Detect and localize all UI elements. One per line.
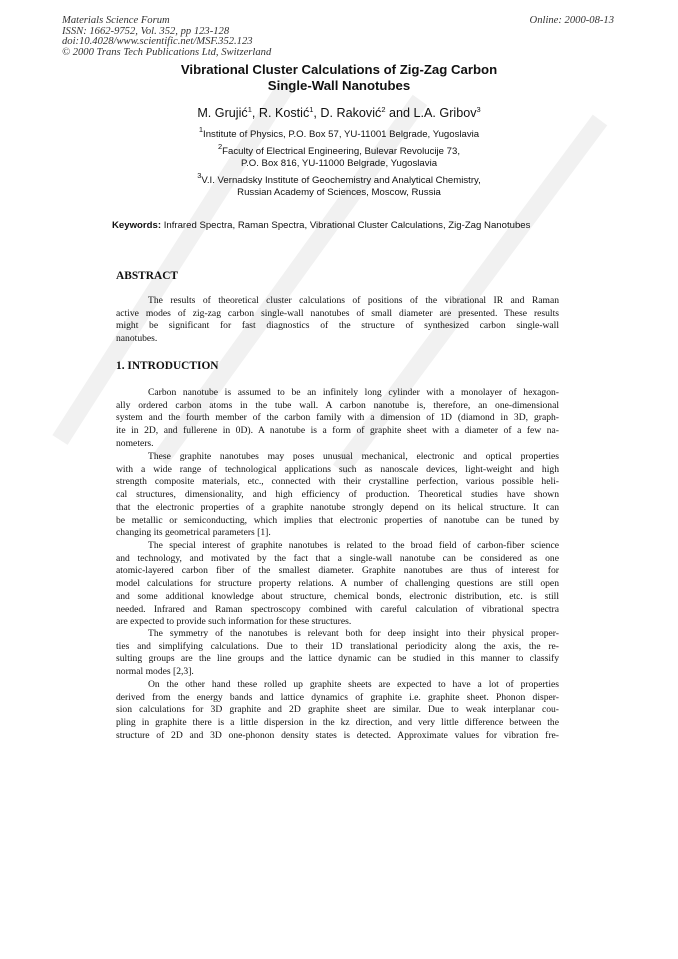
text-line: active modes of zig-zag carbon single-wall nanotubes of small diameter are presented. These results <box>116 307 559 319</box>
keywords-label: Keywords: <box>112 220 162 231</box>
online-date: Online: 2000-08-13 <box>529 15 614 26</box>
text-line: are expected to provide such information for these structures. <box>116 616 352 628</box>
affiliation-2 <box>0 142 678 170</box>
text-line: The special interest of graphite nanotubes is related to the broad field of carbon-fiber science <box>148 540 559 551</box>
text-line: normal modes [2,3]. <box>116 666 194 678</box>
text-line: might be significant for fast diagnostics of the structure of synthesized carbon single-wall <box>116 320 559 332</box>
intro-paragraph-1 <box>116 387 559 451</box>
text-line: and technology, and motivated by the fact that a single-wall nanotube can be considered as one <box>116 552 559 564</box>
affil-mark: 2 <box>217 142 223 151</box>
abstract-heading: ABSTRACT <box>116 270 179 282</box>
author: R. Kostić <box>258 106 310 120</box>
intro-paragraph-3 <box>116 540 559 629</box>
copyright-line: © 2000 Trans Tech Publications Ltd, Switzerland <box>62 46 272 58</box>
affil-line: Russian Academy of Sciences, Moscow, Russia <box>237 187 441 199</box>
intro-paragraph-4 <box>116 628 559 679</box>
affiliation-3 <box>0 171 678 199</box>
introduction-heading: 1. INTRODUCTION <box>116 360 219 372</box>
text-line: derived from the energy bands and lattice dynamics of graphite i.e. graphite sheet. Phonon disper- <box>116 691 559 703</box>
affil-mark: 1 <box>198 125 204 134</box>
intro-paragraph-5 <box>116 679 559 743</box>
text-line: be metallic or semiconducting, which implies that electronic properties of nanotube can be tuned by <box>116 514 559 526</box>
intro-paragraph-2 <box>116 451 559 540</box>
text-line: These graphite nanotubes may poses unusual mechanical, electronic and optical properties <box>148 451 559 462</box>
keywords <box>112 220 530 231</box>
text-line: sulting groups are the line groups and the lattice dynamic can be studied in this manner to classify <box>116 653 559 665</box>
text-line: model calculations for structure property relations. A number of challenging questions are still open <box>116 578 559 590</box>
author-affil-mark: 2 <box>381 105 386 114</box>
author-list <box>0 106 678 120</box>
text-line: The symmetry of the nanotubes is relevant both for deep insight into their physical proper- <box>148 628 559 639</box>
doi-line: doi:10.4028/www.scientific.net/MSF.352.123 <box>62 36 253 48</box>
author: L.A. Gribov <box>413 106 477 120</box>
text-line: ties and simplifying calculations. Due to their 1D translational periodicity along the axis, the re- <box>116 640 559 652</box>
text-line: The results of theoretical cluster calculations of positions of the vibrational IR and Raman <box>148 295 559 306</box>
author: D. Raković <box>320 106 382 120</box>
affil-line: V.I. Vernadsky Institute of Geochemistry and Analytical Chemistry, <box>201 175 481 186</box>
text-line: system and the fourth member of the carbon family with a dimension of 1D (diamond in 3D, graph- <box>116 412 559 424</box>
author-affil-mark: 1 <box>247 105 252 114</box>
affil-line: P.O. Box 816, YU-11000 Belgrade, Yugoslavia <box>240 158 438 170</box>
affil-line: Institute of Physics, P.O. Box 57, YU-11001 Belgrade, Yugoslavia <box>203 129 480 140</box>
author-affil-mark: 1 <box>309 105 314 114</box>
text-line: that the electronic properties of a graphite nanotube strongly depend on its helical structure. It can <box>116 501 559 513</box>
author-separator: and <box>385 106 414 120</box>
author: M. Grujić <box>197 106 248 120</box>
paper-title <box>0 62 678 94</box>
text-line: atomic-layered carbon fiber of the smallest diameter. Graphite nanotubes are thus of interest for <box>116 565 559 577</box>
text-line: structure of 2D and 3D one-phonon density states is detected. Approximate values for vibration fre- <box>116 729 559 741</box>
text-line: Carbon nanotube is assumed to be an infinitely long cylinder with a monolayer of hexagon- <box>148 387 559 398</box>
author-separator: , <box>313 106 321 120</box>
text-line: On the other hand these rolled up graphite sheets are expected to have a lot of properties <box>148 679 559 690</box>
text-line: ite in 2D, and fullerene in 0D). A nanotube is a form of graphite sheet with a diameter of a few na- <box>116 425 559 437</box>
text-line: nometers. <box>116 437 154 449</box>
affil-mark: 3 <box>197 171 202 180</box>
text-line: and some additional knowledge about structure, chemical bonds, electronic distribution, etc. is still <box>116 590 559 602</box>
affiliation-1 <box>0 125 678 141</box>
keywords-text: Infrared Spectra, Raman Spectra, Vibrational Cluster Calculations, Zig-Zag Nanotubes <box>163 220 531 231</box>
title-line-2: Single-Wall Nanotubes <box>267 78 411 93</box>
issn-line: ISSN: 1662-9752, Vol. 352, pp 123-128 <box>62 25 230 37</box>
text-line: sion calculations for 3D graphite and 2D graphite sheet are similar. Due to weak interplanar cou- <box>116 704 559 716</box>
text-line: needed. Infrared and Raman spectroscopy combined with careful calculation of vibrational spectra <box>116 603 559 615</box>
text-line: ally ordered carbon atoms in the tube wall. A carbon nanotube is, therefore, an one-dimensional <box>116 399 559 411</box>
abstract-body <box>116 295 559 346</box>
text-line: with a wide range of technological applications such as nanoscale devices, light-weight and high <box>116 463 559 475</box>
author-affil-mark: 3 <box>476 105 481 114</box>
text-line: strength composite materials, etc., connected with their crystalline perfection, various possible heli- <box>116 476 559 488</box>
text-line: cal structures, dimensionality, and high efficiency of production. Theoretical studies have shown <box>116 489 559 501</box>
publication-meta <box>62 16 271 58</box>
text-line: nanotubes. <box>116 333 158 345</box>
text-line: changing its geometrical parameters [1]. <box>116 527 271 539</box>
author-separator: , <box>251 106 259 120</box>
text-line: pling in graphite there is a little dispersion in the kz direction, and very little difference between the <box>116 717 559 729</box>
journal-name: Materials Science Forum <box>62 15 170 26</box>
title-line-1: Vibrational Cluster Calculations of Zig-Zag Carbon <box>180 62 498 77</box>
affil-line: Faculty of Electrical Engineering, Bulevar Revolucije 73, <box>222 146 460 157</box>
